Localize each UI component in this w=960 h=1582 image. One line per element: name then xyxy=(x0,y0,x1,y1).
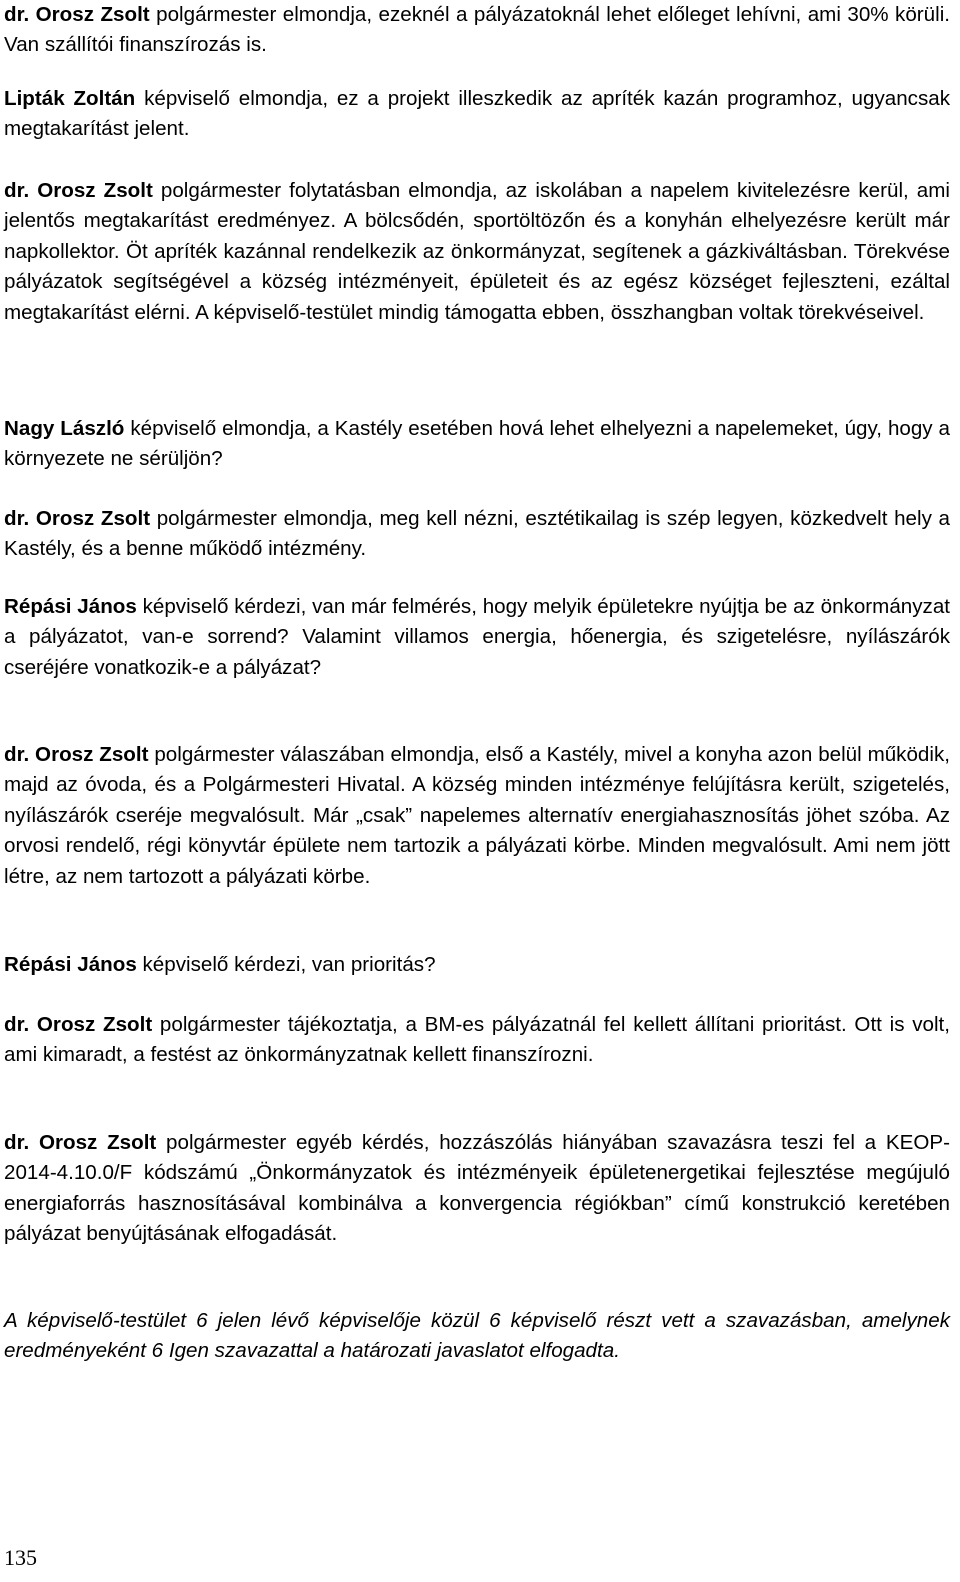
paragraph xyxy=(4,592,950,683)
paragraph-text: polgármester válaszában elmondja, első a Kastély, mivel a konyha azon belül működik, majd az óvoda, és a Polgármesteri Hivatal. A község minden intézménye felújításra került, szigetelés, nyílászárók cseréje megvalósult. Már „csak” napelemes alternatív energiahasznosítás jöhet szóba. Az orvosi rendelő, régi könyvtár épülete nem tartozik a pályázati körbe. Minden megvalósult. Ami nem jött létre, az nem tartozott a pályázati körbe. xyxy=(4,743,950,888)
speaker-name: Lipták Zoltán xyxy=(4,87,136,110)
page-number: 135 xyxy=(4,1545,37,1570)
paragraph xyxy=(4,414,950,475)
paragraph xyxy=(4,176,950,328)
paragraph xyxy=(4,950,950,980)
speaker-name: dr. Orosz Zsolt xyxy=(4,1131,157,1154)
speaker-name: Répási János xyxy=(4,595,137,618)
paragraph xyxy=(4,1128,950,1250)
paragraph-text: polgármester egyéb kérdés, hozzászólás hiányában szavazásra teszi fel a KEOP-2014-4.10.0/F kódszámú „Önkormányzatok és intézményeik épületenergetikai fejlesztése megújuló energiaforrás hasznosításával kombinálva a konvergencia régiókban” című konstrukció keretében pályázat benyújtásának elfogadását. xyxy=(4,1131,950,1246)
paragraph-text: képviselő kérdezi, van már felmérés, hogy melyik épületekre nyújtja be az önkormányzat a pályázatot, van-e sorrend? Valamint villamos energia, hőenergia, és szigetelésre, nyílászárók cseréjére vonatkozik-e a pályázat? xyxy=(4,595,950,679)
speaker-name: Nagy László xyxy=(4,417,125,440)
speaker-name: Répási János xyxy=(4,953,137,976)
speaker-name: dr. Orosz Zsolt xyxy=(4,1013,153,1036)
speaker-name: dr. Orosz Zsolt xyxy=(4,3,150,26)
paragraph xyxy=(4,0,950,61)
paragraph-text: képviselő elmondja, ez a projekt illeszkedik az apríték kazán programhoz, ugyancsak megtakarítást jelent. xyxy=(4,87,950,141)
speaker-name: dr. Orosz Zsolt xyxy=(4,179,153,202)
paragraph-text: képviselő kérdezi, van prioritás? xyxy=(136,953,436,976)
paragraph-text: polgármester folytatásban elmondja, az iskolában a napelem kivitelezésre kerül, ami jelentős megtakarítást eredményez. A bölcsődén, sportöltözőn és a konyhán elhelyezésre került már napkollektor. Öt apríték kazánnal rendelkezik az önkormányzat, segítenek a gázkiváltásban. Törekvése pályázatok segítségével a község intézményeit, épületeit és az egész községet fejleszteni, ezáltal megtakarítást elérni. A képviselő-testület mindig támogatta ebben, összhangban voltak törekvéseivel. xyxy=(4,179,950,324)
paragraph xyxy=(4,740,950,892)
speaker-name: dr. Orosz Zsolt xyxy=(4,507,151,530)
speaker-name: dr. Orosz Zsolt xyxy=(4,743,149,766)
paragraph-text: polgármester tájékoztatja, a BM-es pályázatnál fel kellett állítani prioritást. Ott is volt, ami kimaradt, a festést az önkormányzatnak kellett finanszírozni. xyxy=(4,1013,950,1067)
paragraph-text: polgármester elmondja, ezeknél a pályázatoknál lehet előleget lehívni, ami 30% körüli. Van szállítói finanszírozás is. xyxy=(4,3,950,57)
paragraph-text: képviselő elmondja, a Kastély esetében hová lehet elhelyezni a napelemeket, úgy, hogy a környezete ne sérüljön? xyxy=(4,417,950,471)
paragraph xyxy=(4,1010,950,1071)
paragraph xyxy=(4,504,950,565)
resolution-note: A képviselő-testület 6 jelen lévő képviselője közül 6 képviselő részt vett a szavazásban, amelynek eredményeként 6 Igen szavazattal a határozati javaslatot elfogadta. xyxy=(4,1309,950,1363)
paragraph-text: polgármester elmondja, meg kell nézni, esztétikailag is szép legyen, közkedvelt hely a Kastély, és a benne működő intézmény. xyxy=(4,507,950,561)
paragraph xyxy=(4,84,950,145)
